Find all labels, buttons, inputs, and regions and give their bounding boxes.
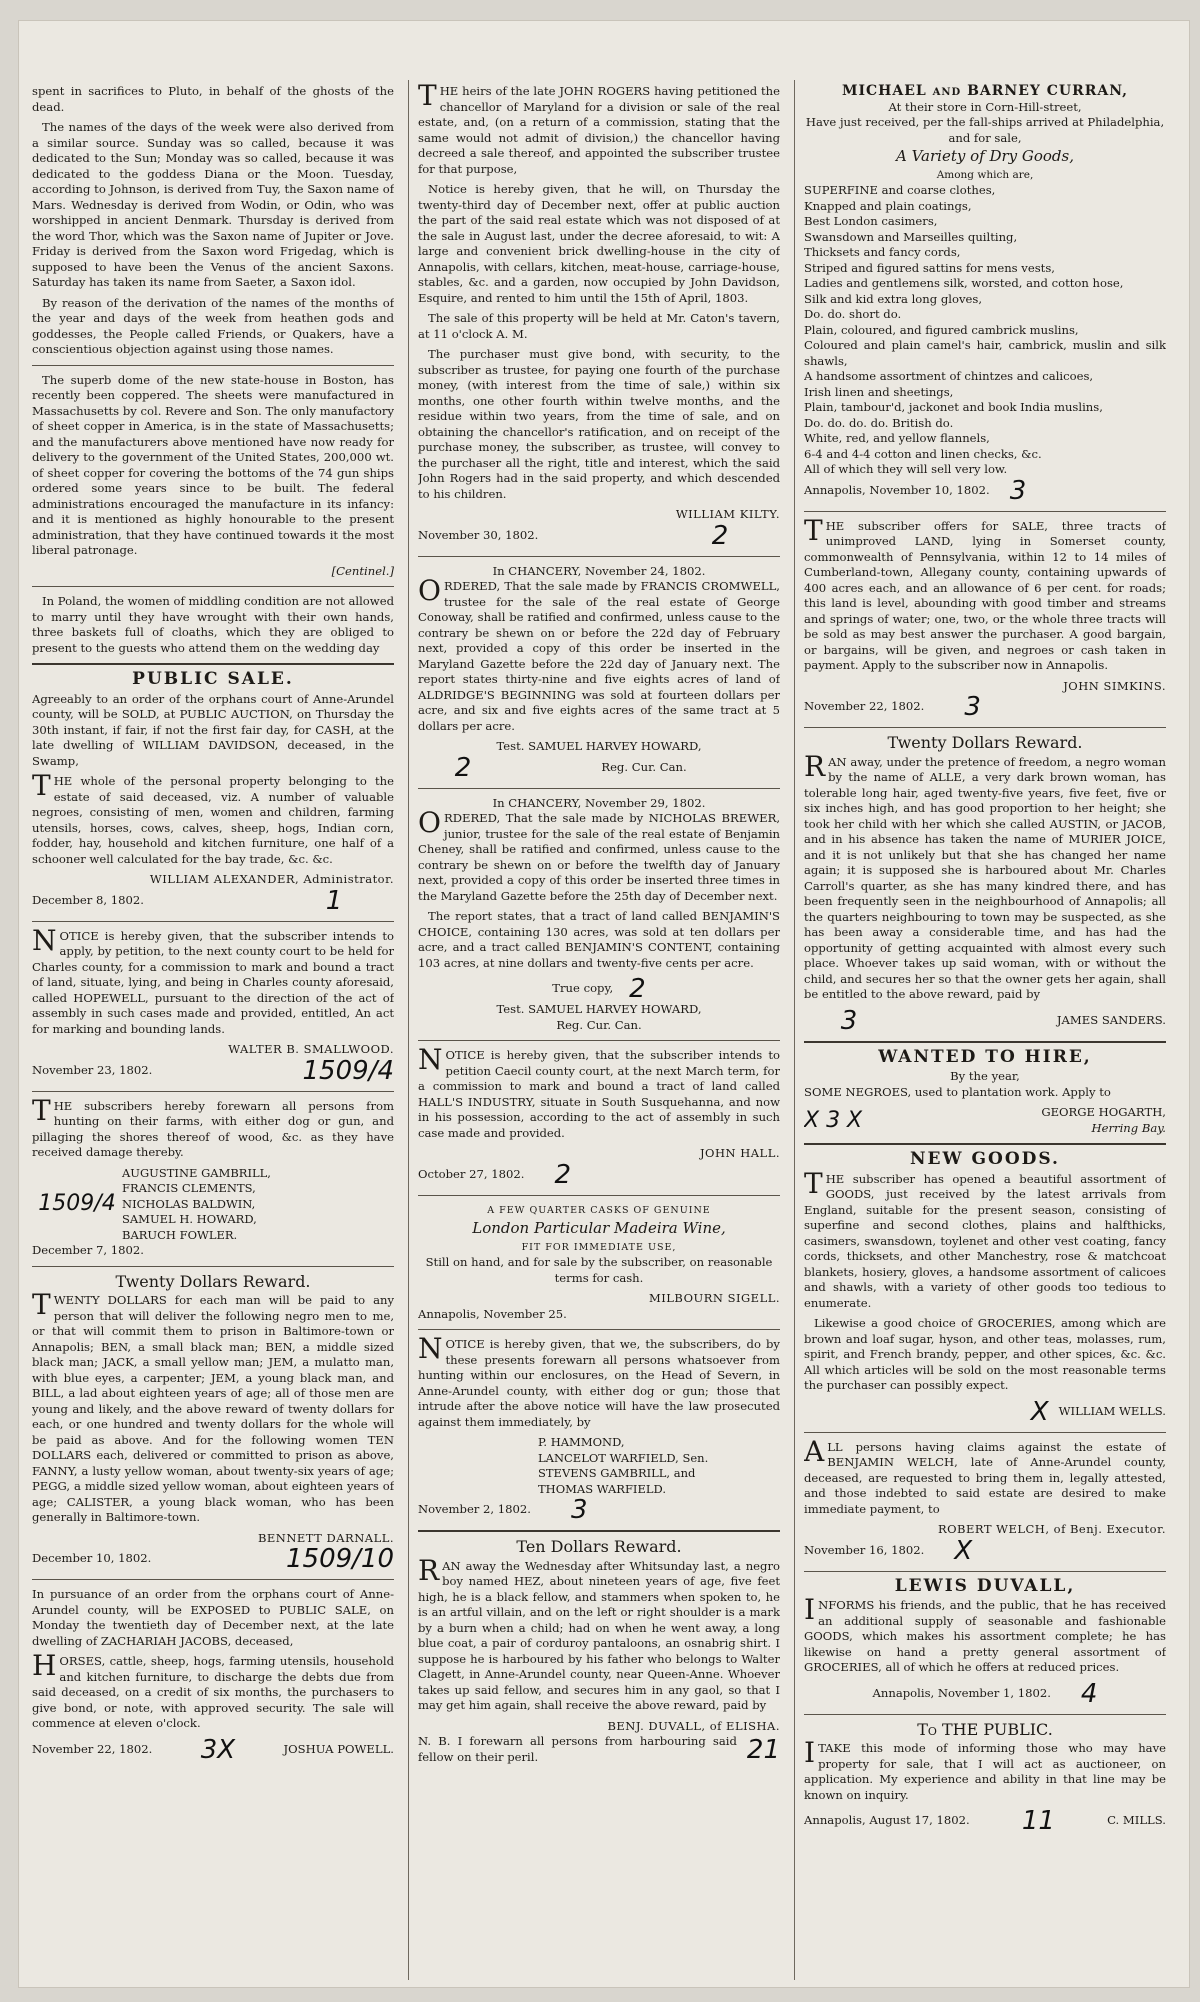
divider: [804, 1432, 1166, 1433]
ad-footer: [418, 752, 780, 783]
divider: [418, 556, 780, 557]
goods-list: [804, 183, 1166, 478]
divider: [804, 1714, 1166, 1715]
ad-date: Annapolis, November 10, 1802.: [804, 482, 990, 497]
handwritten-mark: 3: [570, 1495, 588, 1525]
list-item: Plain, tambour'd, jackonet and book India muslins,: [804, 400, 1103, 414]
divider: [418, 788, 780, 789]
ad-subheading: Have just received, per the fall-ships arrived at Philadelphia, and for sale,: [805, 115, 1165, 145]
ad-text: THE heirs of the late JOHN ROGERS having petitioned the chancellor of Maryland for a division or sale of the real estate, and, (on a return of a commission, stating that the same would not admit of division,) the chancellor having decreed a sale thereof, and appointed the subscriber trustee for that purpose,: [418, 84, 780, 176]
handwritten-mark: 3X: [200, 1734, 236, 1765]
handwritten-mark: 2: [711, 520, 729, 551]
ad-heading: NEW GOODS.: [910, 1149, 1060, 1169]
ad-signature: BENNETT DARNALL.: [257, 1530, 394, 1545]
ad-footer: [418, 1734, 780, 1765]
signature-name: STEVENS GAMBRILL, and: [538, 1466, 696, 1480]
handwritten-mark: X 3 X: [804, 1107, 863, 1133]
divider: [804, 1041, 1166, 1043]
ad-text: True copy,: [552, 981, 614, 996]
handwritten-mark: X: [1030, 1396, 1049, 1427]
ad-heading: Twenty Dollars Reward.: [115, 1271, 311, 1291]
ad-signatures: [32, 1166, 394, 1244]
divider: [804, 1571, 1166, 1572]
handwritten-mark: 1: [325, 885, 343, 916]
ad-signature: WILLIAM KILTY.: [675, 507, 780, 521]
ad-text: RAN away the Wednesday after Whitsunday last, a negro boy named HEZ, about nineteen years of age, five feet high, he is a black fellow, and stammers when spoken to, he is an artful villain, and on the left or right shoulder is a mark by a burn when a child; had on when he went away, a long blue coat, a pair of corduroy pantaloons, an osnabrig shirt. I suppose he is harboured by his father who belongs to Walter Clagett, in Anne-Arundel county, near Queen-Anne. Whoever takes up said fellow, and secures him in any gaol, so that I may get him again, shall receive the above reward, paid by: [418, 1553, 780, 1712]
ad-text: ORDERED, That the sale made by FRANCIS CROMWELL, trustee for the sale of the real estate of George Conoway, shall be ratified and confirmed, unless cause to the contrary be shewn on or before the 22d day of February next, provided a copy of this order be inserted in the Maryland Gazette before the 22d day of January next. The report states thirty-nine and five eights acres of land of ALDRIDGE'S BEGINNING was sold at fourteen dollars per acre, and six and five eights acres of the same tract at 5 dollars per acre.: [418, 574, 780, 733]
ad-signature: WALTER B. SMALLWOOD.: [228, 1042, 394, 1056]
ad-text: THE subscribers hereby forewarn all persons from hunting on their farms, with either dog or gun, and pillaging the shores thereof of wood, &c. as they have received damage thereby.: [32, 1093, 394, 1159]
ad-date: Annapolis, November 1, 1802.: [872, 1685, 1051, 1700]
ad-date: November 30, 1802.: [418, 527, 539, 542]
list-item: Do. do. do. do. British do.: [804, 415, 954, 430]
ad-text: RAN away, under the pretence of freedom, a negro woman by the name of ALLE, a very dark brown woman, has tolerable long hair, aged twenty-five years, five feet, five or six inches high, and has good proportion to her height; she took her child with her which she called AUSTIN, or JACOB, and in his absence has taken the name of MURIER JOICE, and it is not unlikely but that she has changed her name again; it is supposed she is harboured about Mr. Charles Carroll's quarter, as she has many kindred there, and has been frequently seen in the neighbourhood of Annapolis; all the quarters neighbouring to town may be suspected, as she has been away a considerable time, and has had the opportunity of getting acquainted with almost every such place. Whoever takes up said woman, with or without the child, and secures her so that the owner gets her again, shall be entitled to the above reward, paid by: [804, 749, 1166, 1001]
column-3: [804, 84, 1166, 1978]
column-2: [418, 84, 780, 1978]
signature-list: [122, 1166, 394, 1244]
ad-signature: WILLIAM ALEXANDER, Administrator.: [149, 872, 394, 886]
ad-text: Still on hand, and for sale by the subscriber, on reasonable terms for cash.: [425, 1255, 773, 1285]
handwritten-mark: 3: [840, 1005, 858, 1036]
list-item: Irish linen and sheetings,: [804, 384, 954, 399]
ad-date: Annapolis, August 17, 1802.: [804, 1813, 970, 1828]
ad-signature: BENJ. DUVALL, of ELISHA.: [607, 1718, 780, 1733]
ad-text: The purchaser must give bond, with security, to the subscriber as trustee, for paying one fourth of the purchase money, (with interest from the time of sale,) within six months, one other fourth within twelve months, and the residue within two years, from the time of sale, and on obtaining the chancellor's ratification, and on receipt of the purchase money, the subscriber, as trustee, will convey to the purchaser all the right, title and interest, which the said John Rogers had in the said property, and which descended to his children.: [418, 347, 780, 501]
ad-heading: MICHAEL and BARNEY CURRAN,: [841, 84, 1129, 99]
ad-signature: Herring Bay.: [1091, 1120, 1166, 1135]
signature-name: FRANCIS CLEMENTS,: [122, 1181, 256, 1195]
handwritten-mark: X: [954, 1535, 973, 1566]
handwritten-mark: 2: [629, 974, 646, 1004]
signature-name: P. HAMMOND,: [538, 1435, 625, 1449]
list-item: 6-4 and 4-4 cotton and linen checks, &c.: [804, 446, 1042, 461]
ad-date: November 2, 1802.: [418, 1502, 531, 1517]
divider: [418, 1195, 780, 1196]
divider: [32, 1579, 394, 1580]
article-text: The names of the days of the week were also derived from a similar source. Sunday was so called, because it was dedicated to the Sun; Monday was so called, because it was dedicated to the goddess Diana or the Moon. Tuesday, according to Johnson, is derived from Tuy, the Saxon name of Mars. Wednesday is derived from Wodin, or Odin, who was worshipped in ancient Denmark. Thursday is derived from the word Thor, which was the Saxon name of Jupiter or Jove. Friday is derived from the Saxon word Frigedag, which is supposed to have been the Venus of the ancient Saxons. Saturday has taken its name from Saeter, a Saxon idol.: [32, 120, 394, 289]
ad-text: THE whole of the personal property belonging to the estate of said deceased, viz. A number of valuable negroes, consisting of men, women and children, farming utensils, horses, cows, calves, sheep, hogs, Indian corn, fodder, hay, household and kitchen furniture, one half of a schooner well calculated for the bay trade, &c. &c.: [32, 769, 394, 866]
divider: [32, 1266, 394, 1267]
ad-footer: [32, 1055, 394, 1086]
divider: [32, 1091, 394, 1092]
ad-text: INFORMS his friends, and the public, that he has received an additional supply of seasonable and fashionable GOODS, which makes his assortment complete; he has likewise on hand a pretty general assortment of GROCERIES, all of which he offers at reduced prices.: [804, 1593, 1166, 1674]
ad-signature: Reg. Cur. Can.: [601, 759, 687, 774]
column-rule: [794, 80, 795, 1980]
ad-heading: PUBLIC SALE.: [132, 669, 294, 689]
newspaper-page: [18, 20, 1190, 1988]
ad-subheading: By the year,: [950, 1069, 1020, 1083]
list-item: Thicksets and fancy cords,: [804, 245, 961, 259]
ad-signature: Test. SAMUEL HARVEY HOWARD,: [496, 739, 702, 753]
ad-footer: [804, 475, 1166, 506]
ad-text: HORSES, cattle, sheep, hogs, farming utensils, household and kitchen furniture, to discharge the debts due from said deceased, on a credit of six months, the purchasers to give bond, or note, with approved security. The sale will commence at eleven o'clock.: [32, 1649, 394, 1730]
divider: [418, 1530, 780, 1532]
ad-signature: GEORGE HOGARTH,: [1041, 1105, 1166, 1119]
ad-text: ORDERED, That the sale made by NICHOLAS BREWER, junior, trustee for the sale of the real estate of Benjamin Cheney, shall be ratified and confirmed, unless cause to the contrary be shewn on or before the twelfth day of January next, provided a copy of this order be inserted three times in the Maryland Gazette before the 25th day of December next.: [418, 806, 780, 903]
ad-subheading: Among which are,: [936, 168, 1034, 181]
list-item: Swansdown and Marseilles quilting,: [804, 229, 1018, 244]
ad-signature-block: [1041, 1105, 1166, 1136]
ad-text: TWENTY DOLLARS for each man will be paid to any person that will deliver the following negro men to me, or that will commit them to prison in Baltimore-town or Annapolis; BEN, a small black man; BEN, a middle sized black man; JACK, a small yellow man; JEM, a mulatto man, with blue eyes, a carpenter; JEM, a young black man, and BILL, a lad about eighteen years of age; all of those men are young and likely, and the above reward of twenty dollars for each, or one hundred and twenty dollars for the whole will be paid as above. And for the following women TEN DOLLARS each, delivered or committed to prison as above, FANNY, a lusty yellow woman, about twenty-six years of age; PEGG, a middle sized yellow woman, about eighteen years of age; CALISTER, a young black woman, who has been generally in Baltimore-town.: [32, 1288, 394, 1524]
ad-text: THE subscriber has opened a beautiful assortment of GOODS, just received by the latest arrivals from England, suitable for the present season, consisting of superfine and second clothes, plains and halfthicks, casimers, swansdown, toylenet and other vest coating, fancy cords, thicksets, and other Manchestry, rose & matchcoat blankets, hosiery, gloves, a handsome assortment of calicoes and shawls, with a variety of other goods too tedious to enumerate.: [804, 1166, 1166, 1310]
divider: [32, 365, 394, 366]
list-item: A handsome assortment of chintzes and calicoes,: [804, 369, 1094, 383]
handwritten-mark: 2: [554, 1159, 572, 1190]
divider: [804, 1143, 1166, 1145]
ad-signature: C. MILLS.: [1107, 1813, 1166, 1828]
divider: [418, 1329, 780, 1330]
handwritten-mark: 3: [1009, 475, 1027, 506]
ad-heading: Twenty Dollars Reward.: [887, 733, 1083, 752]
ad-signature: WILLIAM WELLS.: [1058, 1403, 1166, 1418]
divider: [32, 663, 394, 665]
ad-footer: [804, 1678, 1166, 1709]
ad-signature: JOSHUA POWELL.: [283, 1741, 394, 1756]
ad-date: December 8, 1802.: [32, 892, 144, 907]
list-item: Striped and figured sattins for mens vests,: [804, 260, 1055, 275]
divider: [32, 921, 394, 922]
ad-title: A Variety of Dry Goods,: [895, 147, 1074, 165]
signature-list: [418, 1435, 780, 1497]
ad-signature: JAMES SANDERS.: [1056, 1012, 1166, 1027]
ad-date: Annapolis, November 25.: [418, 1306, 567, 1321]
ad-text: NOTICE is hereby given, that the subscriber intends to petition Caecil county court, at the next March term, for a commission to mark and bound a tract of land called HALL'S INDUSTRY, situate in South Susquehanna, and now in his possession, according to the act of assembly in such case made and provided.: [418, 1043, 780, 1140]
handwritten-mark: 11: [1021, 1806, 1055, 1836]
list-item: Do. do. short do.: [804, 307, 902, 321]
list-item: Ladies and gentlemens silk, worsted, and cotton hose,: [804, 276, 1124, 290]
handwritten-mark: 2: [454, 752, 472, 783]
ad-footer: [418, 520, 780, 551]
signature-name: NICHOLAS BALDWIN,: [122, 1196, 256, 1211]
ad-subheading: At their store in Corn-Hill-street,: [888, 99, 1082, 114]
ad-text: Likewise a good choice of GROCERIES, among which are brown and loaf sugar, hyson, and other teas, molasses, rum, spirit, and French brandy, pepper, and other spices, &c. &c. All which articles will be sold on the most reasonable terms the purchaser can possibly expect.: [804, 1316, 1166, 1392]
list-item: SUPERFINE and coarse clothes,: [804, 183, 996, 197]
list-item: Best London casimers,: [804, 214, 938, 228]
signature-name: THOMAS WARFIELD.: [538, 1481, 666, 1496]
ad-text: In pursuance of an order from the orphans court of Anne-Arundel county, will be EXPOSED to PUBLIC SALE, on Monday the twentieth day of December next, at the late dwelling of ZACHARIAH JACOBS, deceased,: [32, 1587, 394, 1648]
divider: [418, 1040, 780, 1041]
column-1: [32, 84, 394, 1978]
ad-signature: ROBERT WELCH, of Benj. Executor.: [937, 1522, 1166, 1536]
list-item: Coloured and plain camel's hair, cambrick, muslin and silk shawls,: [804, 338, 1166, 368]
ad-signature: MILBOURN SIGELL.: [648, 1291, 780, 1305]
article-source: [Centinel.]: [331, 563, 394, 578]
ad-date: November 22, 1802.: [804, 699, 925, 714]
divider: [32, 586, 394, 587]
ad-signature: Test. SAMUEL HARVEY HOWARD,: [496, 1002, 702, 1016]
ad-date: December 10, 1802.: [32, 1551, 152, 1566]
handwritten-mark: 4: [1080, 1678, 1098, 1709]
ad-date: November 23, 1802.: [32, 1062, 153, 1077]
ad-subheading: FIT FOR IMMEDIATE USE,: [521, 1241, 677, 1253]
ad-footer: [418, 1159, 780, 1190]
ad-text: ALL persons having claims against the estate of BENJAMIN WELCH, late of Anne-Arundel county, deceased, are requested to bring them in, legally attested, and those indebted to said estate are desired to make immediate payment, to: [804, 1434, 1166, 1516]
ad-footer: [804, 1808, 1166, 1834]
article-text: By reason of the derivation of the names of the months of the year and days of the week from heathen gods and goddesses, the People called Friends, or Quakers, have a conscientious objection against using those names.: [32, 295, 394, 356]
column-rule: [408, 80, 409, 1980]
ad-date: October 27, 1802.: [418, 1166, 525, 1181]
ad-date: December 7, 1802.: [32, 1243, 144, 1257]
ad-footer: [804, 1005, 1166, 1036]
divider: [804, 727, 1166, 728]
signature-name: AUGUSTINE GAMBRILL,: [122, 1165, 271, 1180]
list-item: Plain, coloured, and figured cambrick muslins,: [804, 322, 1079, 337]
ad-footer: [418, 1497, 780, 1523]
list-item: Silk and kid extra long gloves,: [804, 291, 983, 306]
ad-signature: JOHN HALL.: [699, 1146, 780, 1160]
handwritten-mark: 1509/10: [285, 1544, 394, 1574]
ad-heading: WANTED TO HIRE,: [878, 1046, 1092, 1067]
article-text: The superb dome of the new state-house in Boston, has recently been coppered. The sheets were manufactured in Massachusetts by col. Revere and Son. The only manufactory of sheet copper in America, is in the state of Massachusetts; and the manufacturers above mentioned have now ready for delivery to the government of the United States, 200,000 wt. of sheet copper for covering the bottoms of the 74 gun ships ordered some years since to be built. The federal administrations encouraged the manufacture in its infancy: and it is mentioned as highly honourable to the present administration, that they have continued towards it the most liberal patronage.: [32, 372, 394, 557]
ad-date: November 16, 1802.: [804, 1542, 925, 1557]
ad-text: N. B. I forewarn all persons from harbouring said fellow on their peril.: [418, 1734, 737, 1764]
article-text: In Poland, the women of middling condition are not allowed to marry until they have wrought with their own hands, three baskets full of cloaths, which they are obliged to present to the guests who attend them on the wedding day: [32, 594, 394, 655]
ad-text: NOTICE is hereby given, that we, the subscribers, do by these presents forewarn all persons whatsoever from hunting within our enclosures, on the Head of Severn, in Anne-Arundel county, with either dog or gun; those that intrude after the above notice will have the law prosecuted against them immediately, by: [418, 1332, 780, 1429]
list-item: White, red, and yellow flannels,: [804, 431, 990, 445]
signature-name: LANCELOT WARFIELD, Sen.: [538, 1450, 709, 1465]
ad-heading: Ten Dollars Reward.: [516, 1537, 682, 1556]
ad-footer: [32, 1546, 394, 1572]
ad-footer: [32, 885, 394, 916]
ad-heading: LEWIS DUVALL,: [894, 1575, 1076, 1596]
ad-date: November 22, 1802.: [32, 1741, 153, 1756]
handwritten-mark: 21: [746, 1734, 780, 1765]
handwritten-mark: 3: [964, 692, 981, 722]
ad-text: THE subscriber offers for SALE, three tracts of unimproved LAND, lying in Somerset county, commonwealth of Pennsylvania, within 12 to 14 miles of Cumberland-town, Allegany county, containing upwards of 400 acres each, and an allowance of 6 per cent. for roads; this land is level, abounding with good timber and streams and springs of water; one, two, or the whole three tracts will be sold as may best answer the purchaser. A good bargain, or bargains, will be given, and negroes or cash taken in payment. Apply to the subscriber now in Annapolis.: [804, 513, 1166, 672]
ad-text: SOME NEGROES, used to plantation work. Apply to: [804, 1084, 1111, 1099]
ad-heading: In CHANCERY, November 29, 1802.: [492, 795, 706, 810]
ad-text: The sale of this property will be held at Mr. Caton's tavern, at 11 o'clock A. M.: [418, 311, 780, 341]
ad-footer: [418, 976, 780, 1002]
ad-footer: [804, 1105, 1166, 1136]
ad-text: ITAKE this mode of informing those who may have property for sale, that I will act as auctioneer, on application. My experience and ability in that line may be known on inquiry.: [804, 1736, 1166, 1802]
ad-footer: [804, 694, 1166, 720]
ad-text: NOTICE is hereby given, that the subscriber intends to apply, by petition, to the next county court to be held for Charles county, for a commission to mark and bound a tract of land, situate, lying, and being in Charles county aforesaid, called HOPEWELL, pursuant to the direction of the act of assembly in such cases made and provided, entitled, An act for marking and bounding lands.: [32, 923, 394, 1036]
signature-name: SAMUEL H. HOWARD,: [122, 1212, 257, 1226]
ad-signature: Reg. Cur. Can.: [556, 1017, 642, 1032]
ad-footer: [32, 1734, 394, 1765]
handwritten-mark: 1509/4: [302, 1055, 394, 1086]
handwritten-mark: 1509/4: [38, 1191, 116, 1217]
ad-text: Agreeably to an order of the orphans court of Anne-Arundel county, will be SOLD, at PUBLIC AUCTION, on Thursday the 30th instant, if fair, if not the first fair day, for CASH, at the late dwelling of WILLIAM DAVIDSON, deceased, in the Swamp,: [32, 691, 394, 768]
ad-title: London Particular Madeira Wine,: [472, 1219, 726, 1237]
signature-name: BARUCH FOWLER.: [122, 1227, 238, 1242]
list-item: Knapped and plain coatings,: [804, 198, 972, 213]
ad-heading: A FEW QUARTER CASKS OF GENUINE: [487, 1204, 711, 1216]
ad-footer: [804, 1535, 1166, 1566]
ad-heading: In CHANCERY, November 24, 1802.: [492, 563, 706, 578]
ad-footer: [804, 1396, 1166, 1427]
list-item: All of which they will sell very low.: [804, 462, 1008, 476]
divider: [804, 511, 1166, 512]
article-text: spent in sacrifices to Pluto, in behalf of the ghosts of the dead.: [32, 84, 394, 114]
ad-text: Notice is hereby given, that he will, on Thursday the twenty-third day of December next, offer at public auction the part of the said real estate which was not disposed of at the sale in August last, under the decree aforesaid, to wit: A large and convenient brick dwelling-house in the city of Annapolis, with cellars, kitchen, meat-house, carriage-house, stables, &c. and a garden, now occupied by John Davidson, Esquire, and rented to him until the 15th of April, 1803.: [418, 182, 780, 305]
ad-text: The report states, that a tract of land called BENJAMIN'S CHOICE, containing 130 acres, was sold at ten dollars per acre, and a tract called BENJAMIN'S CONTENT, containing 103 acres, at nine dollars and twenty-five cents per acre.: [418, 909, 780, 970]
ad-heading: To THE PUBLIC.: [917, 1719, 1053, 1739]
ad-signature: JOHN SIMKINS.: [1063, 678, 1166, 693]
